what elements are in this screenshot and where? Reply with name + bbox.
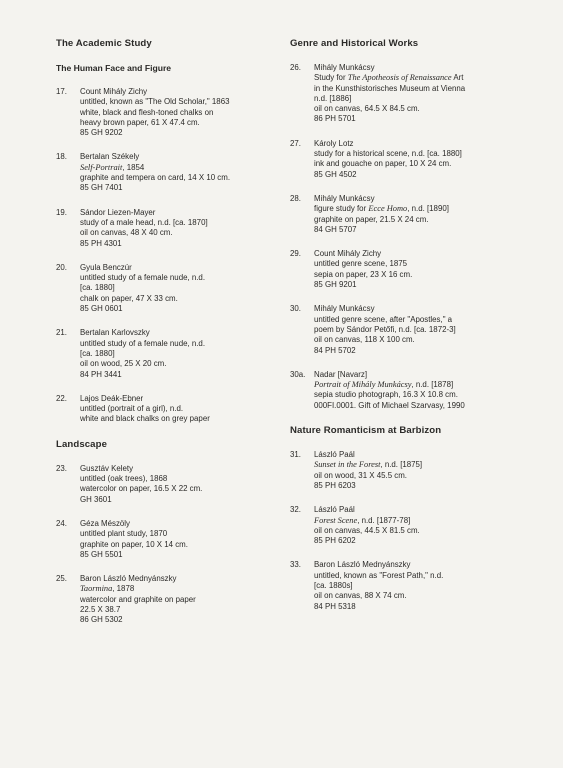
- entry-detail-line: sepia on paper, 23 X 16 cm.: [314, 269, 413, 279]
- catalog-entry: [56, 519, 282, 560]
- entry-detail-line: heavy brown paper, 61 X 47.4 cm.: [80, 117, 200, 127]
- artist-name: Count Mihály Zichy: [314, 249, 382, 259]
- entry-detail-line: oil on canvas, 44.5 X 81.5 cm.: [314, 525, 420, 535]
- entry-number: 22.: [56, 393, 67, 403]
- entry-number: 32.: [290, 505, 301, 515]
- entry-number: 31.: [290, 450, 301, 460]
- entry-detail-line: untitled plant study, 1870: [80, 529, 168, 539]
- entry-detail-line: untitled genre scene, after "Apostles," a: [314, 314, 453, 324]
- entry-detail-line: n.d. [1886]: [314, 93, 352, 103]
- entry-detail-line: [ca. 1880]: [80, 348, 115, 358]
- entry-detail-line: 86 GH 5302: [80, 615, 123, 625]
- catalog-entry: [290, 304, 530, 355]
- entry-detail-line: 85 PH 6203: [314, 480, 356, 490]
- artwork-title-line: [314, 204, 530, 214]
- entry-number: 30a.: [290, 369, 306, 379]
- entry-detail-line: untitled (oak trees), 1868: [80, 474, 168, 484]
- artwork-title: Taormina: [80, 584, 113, 594]
- section-title: Landscape: [56, 438, 108, 450]
- entry-detail-line: 84 PH 5702: [314, 345, 356, 355]
- artist-name: Gusztáv Kelety: [80, 463, 134, 473]
- artist-name: Bertalan Székely: [80, 152, 140, 162]
- title-suffix: , n.d. [1890]: [407, 204, 449, 214]
- artwork-title: Portrait of Mihály Munkácsy: [314, 380, 412, 390]
- catalog-entry: [56, 464, 282, 505]
- subsection-title: The Human Face and Figure: [56, 63, 172, 73]
- entry-detail-line: watercolor on paper, 16.5 X 22 cm.: [80, 484, 203, 494]
- section-title: Nature Romanticism at Barbizon: [290, 425, 442, 437]
- entry-detail-line: untitled (portrait of a girl), n.d.: [80, 404, 184, 414]
- left-column: [56, 38, 282, 640]
- entry-number: 26.: [290, 63, 301, 72]
- catalog-entry: [290, 139, 530, 180]
- catalog-entry: [56, 574, 282, 625]
- entry-detail-line: 85 PH 6202: [314, 536, 356, 546]
- entry-detail-line: white, black and flesh-toned chalks on: [80, 107, 214, 117]
- entry-detail-line: 86 PH 5701: [314, 114, 356, 124]
- entry-detail-line: ink and gouache on paper, 10 X 24 cm.: [314, 159, 452, 169]
- artist-name: Baron László Mednyánszky: [80, 574, 177, 584]
- artwork-title-line: [314, 73, 530, 83]
- catalog-entry: [56, 152, 282, 193]
- entry-detail-line: untitled study of a female nude, n.d.: [80, 338, 206, 348]
- catalog-entry: [290, 249, 530, 290]
- title-suffix: , n.d. [1875]: [380, 460, 423, 470]
- title-suffix: , 1878: [112, 584, 135, 594]
- entry-number: 21.: [56, 328, 67, 338]
- entry-detail-line: graphite and tempera on card, 14 X 10 cm.: [80, 173, 231, 183]
- title-suffix: Art: [451, 73, 464, 83]
- catalog-entry: [290, 370, 530, 411]
- artist-name: Nadar [Navarz]: [314, 369, 368, 379]
- artist-name: Lajos Deák-Ebner: [80, 393, 144, 403]
- entries-list: [56, 464, 282, 626]
- entry-detail-line: untitled, known as "Forest Path," n.d.: [314, 570, 444, 580]
- title-prefix: Study for: [314, 73, 348, 83]
- entries-list: [290, 450, 530, 612]
- artist-name: László Paál: [314, 450, 355, 460]
- catalog-entry: [56, 394, 282, 425]
- artist-name: Géza Mészöly: [80, 518, 130, 528]
- artwork-title-line: [80, 584, 282, 594]
- catalog-entry: [56, 263, 282, 314]
- entries-list: [290, 63, 530, 411]
- artist-name: Károly Lotz: [314, 138, 354, 148]
- artwork-title-line: [314, 460, 530, 470]
- artist-name: Mihály Munkácsy: [314, 193, 375, 203]
- entry-number: 33.: [290, 560, 301, 570]
- entry-detail-line: white and black chalks on grey paper: [80, 414, 210, 424]
- entry-number: 23.: [56, 463, 67, 473]
- entry-number: 25.: [56, 574, 67, 584]
- artist-name: László Paál: [314, 505, 355, 515]
- artist-name: Count Mihály Zichy: [80, 87, 148, 96]
- title-suffix: , 1854: [122, 162, 145, 172]
- entry-number: 30.: [290, 304, 301, 314]
- title-suffix: , n.d. [1878]: [411, 380, 454, 390]
- entry-detail-line: 22.5 X 38.7: [80, 604, 121, 614]
- entry-detail-line: oil on wood, 25 X 20 cm.: [80, 359, 167, 369]
- entry-detail-line: [ca. 1880s]: [314, 580, 353, 590]
- entry-detail-line: oil on canvas, 64.5 X 84.5 cm.: [314, 104, 420, 114]
- artwork-title: Sunset in the Forest: [314, 460, 381, 470]
- entry-number: 17.: [56, 87, 67, 96]
- entry-number: 19.: [56, 207, 67, 217]
- entry-detail-line: untitled genre scene, 1875: [314, 259, 408, 269]
- entry-detail-line: 85 GH 0601: [80, 304, 123, 314]
- entry-detail-line: 85 GH 9201: [314, 280, 357, 290]
- catalog-entry: [56, 208, 282, 249]
- entry-detail-line: 84 GH 5707: [314, 224, 357, 234]
- section-title: The Academic Study: [56, 38, 152, 49]
- entry-number: 27.: [290, 138, 301, 148]
- entry-detail-line: watercolor and graphite on paper: [80, 594, 196, 604]
- entry-detail-line: 85 GH 7401: [80, 183, 123, 193]
- entry-detail-line: 84 PH 5318: [314, 601, 356, 611]
- entry-number: 29.: [290, 249, 301, 259]
- entry-detail-line: 000FI.0001. Gift of Michael Szarvasy, 1990: [314, 400, 465, 410]
- entry-number: 28.: [290, 193, 301, 203]
- artist-name: Sándor Liezen-Mayer: [80, 207, 156, 217]
- entry-detail-line: in the Kunsthistorisches Museum at Vienna: [314, 83, 466, 93]
- artist-name: Mihály Munkácsy: [314, 304, 375, 314]
- entry-detail-line: 85 GH 5501: [80, 549, 123, 559]
- artist-name: Baron László Mednyánszky: [314, 560, 411, 570]
- artist-name: Bertalan Karlovszky: [80, 328, 150, 338]
- title-prefix: figure study for: [314, 204, 369, 214]
- entry-detail-line: [ca. 1880]: [80, 283, 115, 293]
- catalog-entry: [290, 505, 530, 546]
- entry-detail-line: study of a male head, n.d. [ca. 1870]: [80, 217, 208, 227]
- entry-detail-line: chalk on paper, 47 X 33 cm.: [80, 293, 178, 303]
- entry-detail-line: sepia studio photograph, 16.3 X 10.8 cm.: [314, 390, 458, 400]
- artwork-title: Self-Portrait: [80, 162, 123, 172]
- artwork-title: The Apotheosis of Renaissance: [347, 73, 452, 83]
- catalog-entry: [290, 63, 530, 125]
- entry-number: 20.: [56, 262, 67, 272]
- entry-detail-line: graphite on paper, 21.5 X 24 cm.: [314, 214, 429, 224]
- entry-detail-line: 85 PH 4301: [80, 238, 122, 248]
- artwork-title-line: [80, 163, 282, 173]
- section-title: Genre and Historical Works: [290, 38, 419, 49]
- entry-detail-line: graphite on paper, 10 X 14 cm.: [80, 539, 188, 549]
- artwork-title-line: [314, 516, 530, 526]
- artist-name: Mihály Munkácsy: [314, 63, 375, 72]
- entry-number: 24.: [56, 518, 67, 528]
- entry-detail-line: untitled, known as "The Old Scholar," 1863: [80, 97, 230, 107]
- title-suffix: , n.d. [1877-78]: [357, 515, 411, 525]
- entry-detail-line: 84 PH 3441: [80, 369, 122, 379]
- entry-detail-line: oil on canvas, 118 X 100 cm.: [314, 335, 415, 345]
- entry-detail-line: study for a historical scene, n.d. [ca. 1880]: [314, 149, 462, 159]
- artwork-title: Ecce Homo: [368, 204, 408, 214]
- catalog-entry: [56, 328, 282, 379]
- entry-detail-line: GH 3601: [80, 494, 112, 504]
- entry-detail-line: poem by Sándor Petőfi, n.d. [ca. 1872-3]: [314, 324, 456, 334]
- entry-detail-line: 85 GH 9202: [80, 128, 123, 138]
- entries-list: [56, 87, 282, 425]
- catalog-entry: [290, 450, 530, 491]
- artwork-title: Forest Scene: [314, 515, 358, 525]
- artist-name: Gyula Benczúr: [80, 262, 132, 272]
- entry-detail-line: oil on canvas, 48 X 40 cm.: [80, 228, 173, 238]
- artwork-title-line: [314, 380, 530, 390]
- catalog-entry: [56, 87, 282, 138]
- catalog-entry: [290, 194, 530, 235]
- right-column: [290, 38, 530, 626]
- entry-number: 18.: [56, 152, 67, 162]
- entry-detail-line: untitled study of a female nude, n.d.: [80, 273, 206, 283]
- entry-detail-line: 85 GH 4502: [314, 169, 357, 179]
- entry-detail-line: oil on canvas, 88 X 74 cm.: [314, 591, 407, 601]
- entry-detail-line: oil on wood, 31 X 45.5 cm.: [314, 470, 407, 480]
- catalog-entry: [290, 560, 530, 611]
